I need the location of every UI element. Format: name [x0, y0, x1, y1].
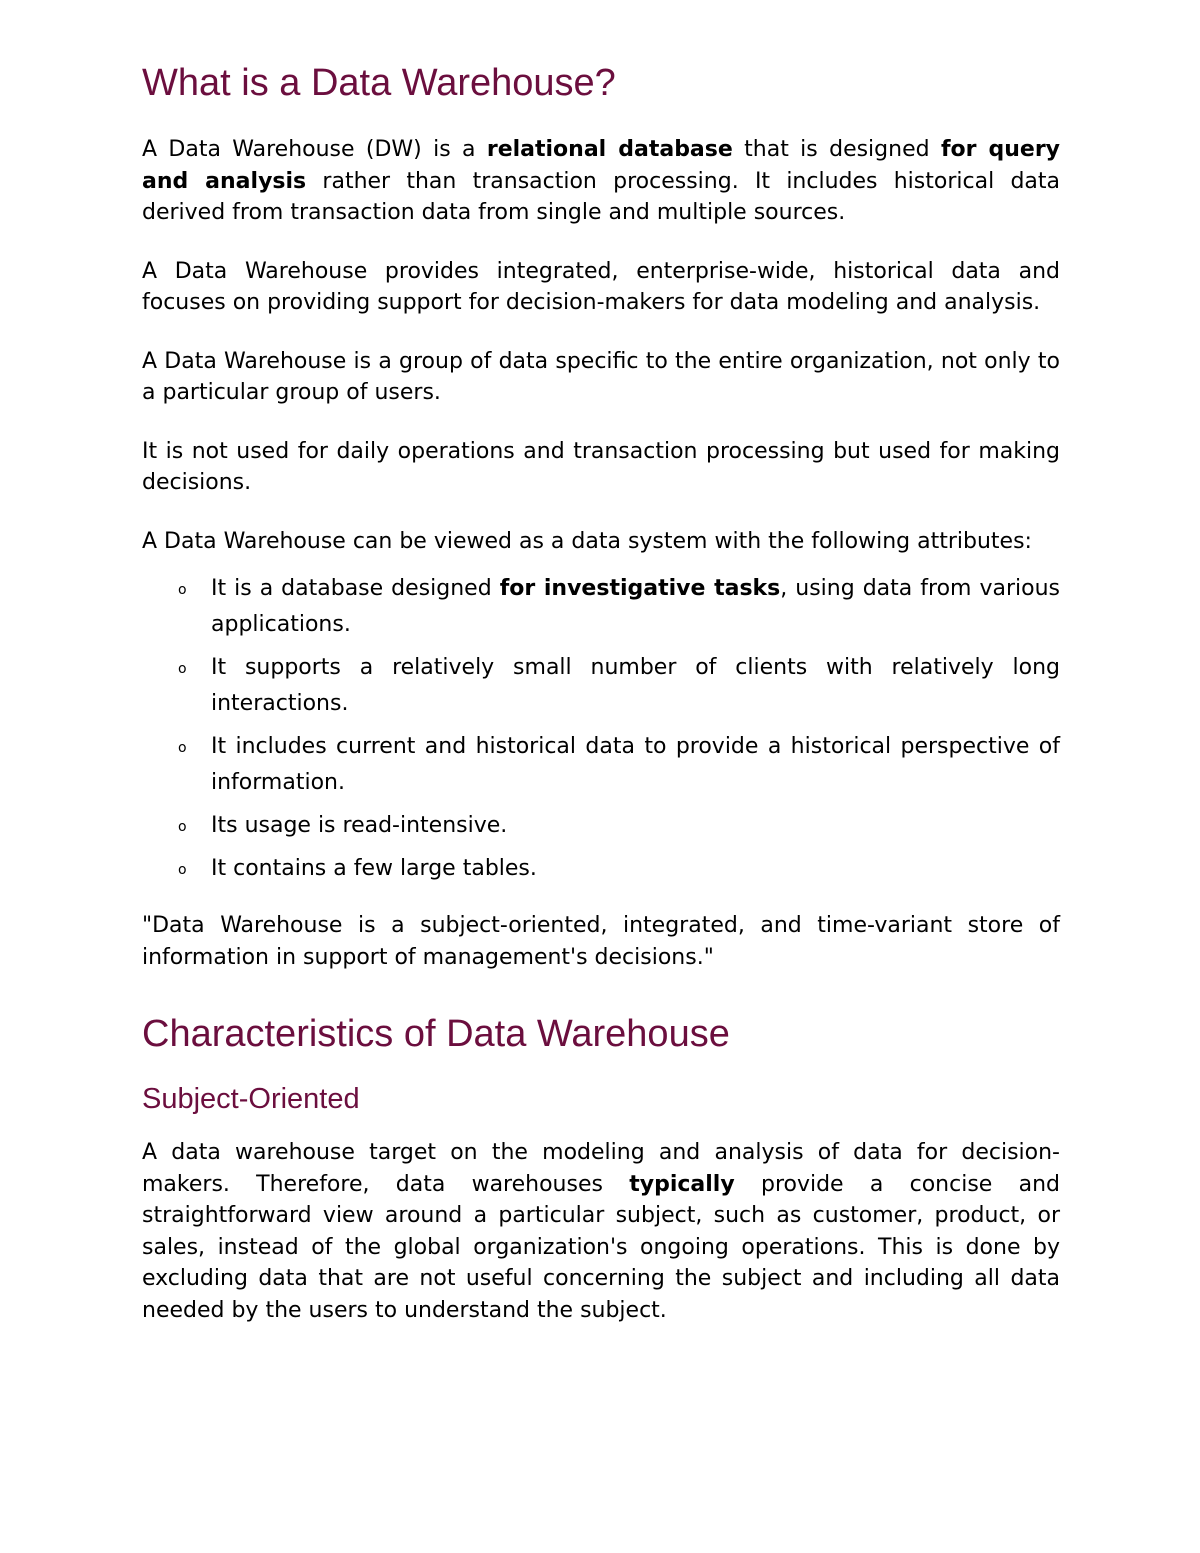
bullet-circle-icon: o [178, 819, 187, 835]
bullet-circle-icon: o [178, 582, 187, 598]
list-item [142, 571, 1060, 643]
list-item [142, 808, 1060, 844]
paragraph-integrated-data: A Data Warehouse provides integrated, enterprise-wide, historical data and focuses on providing support for decision-makers for data modeling and analysis. [142, 258, 1060, 315]
text: A data warehouse target on the modeling and analysis of data for decision-makers. Therefore, data warehouses [142, 1140, 1060, 1197]
paragraph-subject-oriented [142, 1137, 1060, 1326]
text: that is designed [732, 137, 941, 162]
list-item [142, 729, 1060, 801]
bold-text: typically [629, 1171, 735, 1197]
subheading-subject-oriented: Subject-Oriented [142, 1083, 360, 1115]
attributes-list [142, 557, 1060, 887]
bullet-circle-icon: o [178, 661, 187, 677]
list-item [142, 851, 1060, 887]
bold-text: for investigative tasks [499, 576, 781, 601]
paragraph-attributes-intro: A Data Warehouse can be viewed as a data system with the following attributes: [142, 528, 1032, 554]
text: It contains a few large tables. [211, 856, 537, 881]
paragraph-definition [142, 134, 1060, 229]
heading-what-is-data-warehouse: What is a Data Warehouse? [142, 62, 616, 104]
text: rather than transaction processing. It includes historical data derived from transaction data from single and multiple sources. [142, 168, 1061, 225]
text: It supports a relatively small number of clients with relatively long interactions. [211, 655, 1060, 716]
text: provide a concise and straightforward view around a particular subject, such as customer, product, or sales, instead of the global organization's ongoing operations. This is done by excluding data that are not useful concerning the subject and including all data needed by the users to understand the subject. [142, 1171, 1060, 1323]
bold-text: relational database [486, 137, 733, 162]
bullet-circle-icon: o [178, 740, 187, 756]
text: , using data from various applications. [211, 576, 1060, 637]
text: It is a database designed [211, 576, 500, 601]
heading-characteristics: Characteristics of Data Warehouse [142, 1013, 730, 1055]
paragraph-organization-data: A Data Warehouse is a group of data specific to the entire organization, not only to a particular group of users. [142, 348, 1060, 405]
paragraph-quote: "Data Warehouse is a subject-oriented, integrated, and time-variant store of information in support of management's decisions." [142, 913, 1060, 970]
bold-text: for query and analysis [142, 137, 1061, 194]
text: Its usage is read-intensive. [211, 813, 508, 838]
bullet-circle-icon: o [178, 862, 187, 878]
text: It includes current and historical data to provide a historical perspective of information. [211, 734, 1060, 795]
paragraph-not-daily-operations: It is not used for daily operations and transaction processing but used for making decisions. [142, 438, 1060, 495]
text: A Data Warehouse (DW) is a [142, 137, 487, 162]
list-item [142, 650, 1060, 722]
document-page [142, 58, 1060, 1353]
